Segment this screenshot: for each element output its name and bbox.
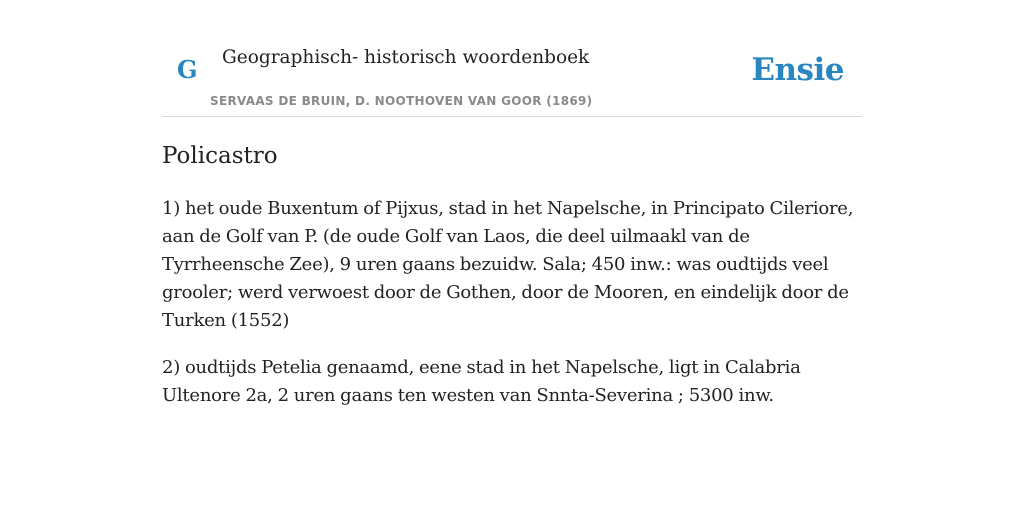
dictionary-header <box>162 0 862 117</box>
entry-definition-2: 2) oudtijds Petelia genaamd, eene stad in het Napelsche, ligt in Calabria Ultenore 2a, 2 uren gaans ten westen van Snnta-Severina ; 5300 inw. <box>162 357 801 406</box>
dictionary-logo-letter[interactable]: G <box>177 55 198 84</box>
content-container <box>162 0 862 410</box>
entry-title: Policastro <box>162 143 278 169</box>
dictionary-authors: SERVAAS DE BRUIN, D. NOOTHOVEN VAN GOOR (1869) <box>210 94 593 108</box>
entry-definition-1: 1) het oude Buxentum of Pijxus, stad in het Napelsche, in Principato Cileriore, aan de Golf van P. (de oude Golf van Laos, die deel uilmaakl van de Tyrrheensche Zee), 9 uren gaans bezuidw. Sala; 450 inw.: was oudtijds veel grooler; werd verwoest door de Gothen, door de Mooren, en eindelijk door de Turken (1552) <box>162 198 854 331</box>
ensie-logo[interactable]: Ensie <box>751 52 844 88</box>
dictionary-title-link[interactable]: Geographisch- historisch woordenboek <box>222 47 590 68</box>
